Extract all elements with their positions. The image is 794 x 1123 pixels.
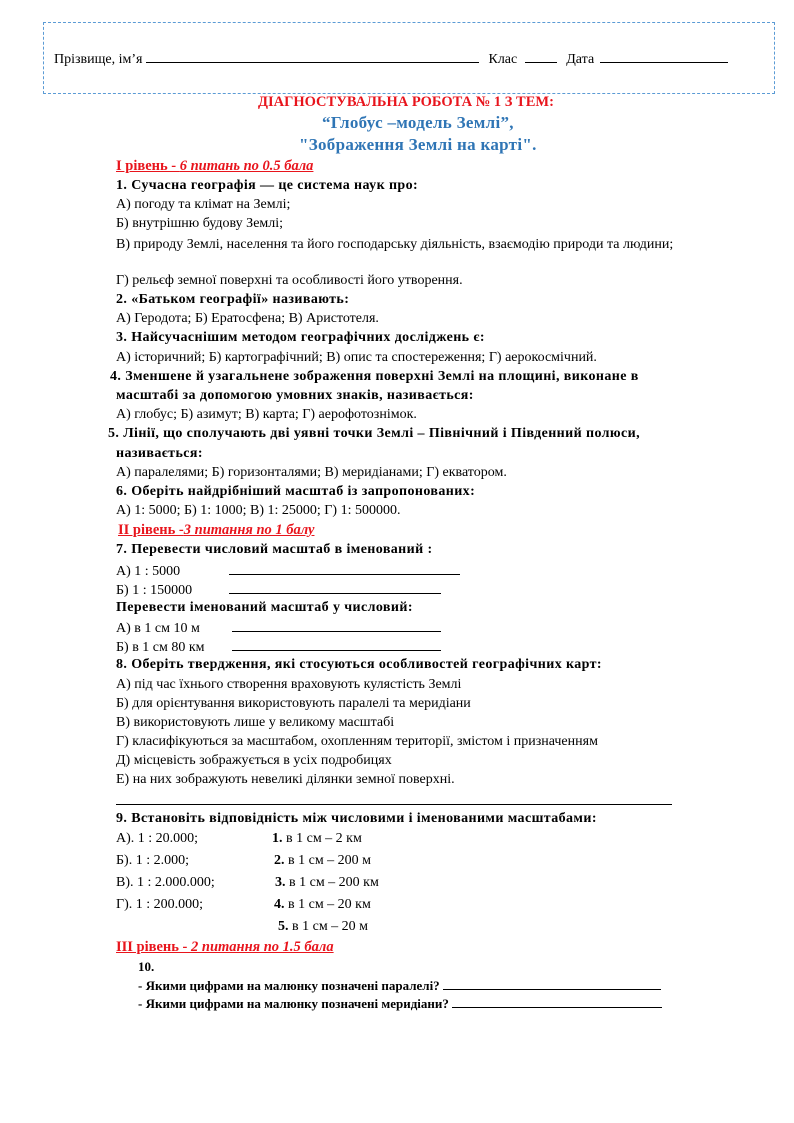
q8-answer-line[interactable]: [116, 804, 672, 805]
class-label: Клас: [488, 52, 518, 67]
date-field[interactable]: [600, 50, 728, 63]
q7-item-c-label: А) в 1 см 10 м: [116, 621, 200, 636]
q8-option-b: Б) для орієнтування використовують паралелі та меридіани: [116, 696, 471, 711]
level-1-note: 6 питань по 0.5 бала: [179, 158, 314, 174]
q5-question-line-1: 5. Лінії, що сполучають дві уявні точки Землі – Північний і Південний полюси,: [108, 426, 640, 441]
q9-right-3-text: в 1 см – 200 км: [285, 875, 379, 890]
q8-option-d: Г) класифікуються за масштабом, охопленням території, змістом і призначенням: [116, 734, 598, 749]
q9-left-a: А). 1 : 20.000;: [116, 831, 199, 846]
q7-item-a: [116, 562, 460, 580]
level-2-note: 3 питання по 1 балу: [183, 522, 315, 538]
topic-title-1: “Глобус –модель Землі”,: [322, 113, 514, 132]
q6-options: А) 1: 5000; Б) 1: 1000; В) 1: 25000; Г) 1: 500000.: [116, 503, 401, 518]
name-field[interactable]: [146, 50, 479, 63]
topic-title-2: "Зображення Землі на карті".: [299, 135, 537, 154]
q9-left-b: Б). 1 : 2.000;: [116, 853, 189, 868]
q9-right-2: [274, 853, 371, 869]
class-field[interactable]: [525, 50, 557, 63]
q1-option-d: Г) рельєф земної поверхні та особливості його утворення.: [116, 273, 463, 288]
q9-left-c: В). 1 : 2.000.000;: [116, 875, 215, 890]
q4-question-line-2: масштабі за допомогою умовних знаків, називається:: [116, 388, 474, 403]
q1-question: 1. Сучасна географія — це система наук про:: [116, 178, 419, 193]
q10-line-2: [138, 996, 662, 1012]
q4-options: А) глобус; Б) азимут; В) карта; Г) аерофотознімок.: [116, 407, 417, 422]
q7-question-2: Перевести іменований масштаб у числовий:: [116, 600, 413, 615]
q9-right-2-num: 2.: [274, 853, 285, 868]
q3-question: 3. Найсучаснішим методом географічних досліджень є:: [116, 330, 485, 345]
level-1-heading: [116, 158, 313, 175]
q8-option-e: Д) місцевість зображується в усіх подробицях: [116, 753, 392, 768]
q2-options: А) Геродота; Б) Ератосфена; В) Аристотеля.: [116, 311, 379, 326]
q9-right-4-text: в 1 см – 20 км: [284, 897, 371, 912]
level-3-label: ІІІ рівень -: [116, 939, 192, 955]
q9-right-4: [274, 897, 371, 913]
level-3-heading: [116, 939, 334, 956]
q7-item-d: [116, 638, 441, 656]
q9-question: 9. Встановіть відповідність між числовими і іменованими масштабами:: [116, 811, 597, 826]
q7-answer-b[interactable]: [229, 581, 441, 594]
q6-question: 6. Оберіть найдрібніший масштаб із запропонованих:: [116, 484, 476, 499]
q7-answer-d[interactable]: [232, 638, 441, 651]
q9-right-1-num: 1.: [272, 831, 283, 846]
q7-item-a-label: А) 1 : 5000: [116, 564, 181, 579]
q9-right-5: [278, 919, 368, 935]
q8-option-a: А) під час їхнього створення враховують кулястість Землі: [116, 677, 462, 692]
q10-answer-meridians[interactable]: [452, 997, 662, 1008]
q1-option-c: В) природу Землі, населення та його господарську діяльність, взаємодію природи та людини;: [116, 237, 674, 252]
q7-answer-a[interactable]: [229, 562, 460, 575]
q7-answer-c[interactable]: [232, 619, 441, 632]
q9-right-3: [275, 875, 379, 891]
name-label: Прізвище, ім’я: [54, 52, 143, 67]
q9-right-1: [272, 831, 362, 847]
q7-item-d-label: Б) в 1 см 80 км: [116, 640, 205, 655]
level-2-heading: [118, 522, 314, 539]
q10-answer-parallels[interactable]: [443, 979, 661, 990]
q2-question: 2. «Батьком географії» називають:: [116, 292, 350, 307]
date-label: Дата: [566, 52, 595, 67]
q9-right-2-text: в 1 см – 200 м: [284, 853, 372, 868]
q9-left-d: Г). 1 : 200.000;: [116, 897, 204, 912]
q7-item-c: [116, 619, 441, 637]
q3-options: А) історичний; Б) картографічний; В) опис та спостереження; Г) аерокосмічний.: [116, 350, 597, 365]
q9-right-3-num: 3.: [275, 875, 286, 890]
q7-item-b-label: Б) 1 : 150000: [116, 583, 193, 598]
level-1-label: І рівень -: [116, 158, 180, 174]
q9-right-5-num: 5.: [278, 919, 289, 934]
level-3-note: 2 питання по 1.5 бала: [191, 939, 334, 955]
level-2-label: ІІ рівень -: [118, 522, 184, 538]
q4-question-line-1: 4. Зменшене й узагальнене зображення поверхні Землі на площині, виконане в: [110, 369, 639, 384]
q5-options: А) паралелями; Б) горизонталями; В) меридіанами; Г) екватором.: [116, 465, 507, 480]
q10-question-meridians: - Якими цифрами на малюнку позначені меридіани?: [138, 996, 449, 1011]
q7-item-b: [116, 581, 441, 599]
q9-right-4-num: 4.: [274, 897, 285, 912]
q8-option-f: Е) на них зображують невеликі ділянки земної поверхні.: [116, 772, 455, 787]
q10-question-parallels: - Якими цифрами на малюнку позначені паралелі?: [138, 978, 440, 993]
q8-option-c: В) використовують лише у великому масштабі: [116, 715, 395, 730]
q8-question: 8. Оберіть твердження, які стосуються особливостей географічних карт:: [116, 657, 602, 672]
q10-line-1: [138, 978, 661, 994]
q7-question: 7. Перевести числовий масштаб в іменований :: [116, 542, 433, 557]
q9-right-5-text: в 1 см – 20 м: [288, 919, 369, 934]
q1-option-a: А) погоду та клімат на Землі;: [116, 197, 291, 212]
page-title: ДІАГНОСТУВАЛЬНА РОБОТА № 1 З ТЕМ:: [258, 94, 554, 110]
student-info-line: [54, 50, 728, 68]
q5-question-line-2: називається:: [116, 446, 203, 461]
q9-right-1-text: в 1 см – 2 км: [282, 831, 362, 846]
q10-number: 10.: [138, 959, 155, 974]
q1-option-b: Б) внутрішню будову Землі;: [116, 216, 284, 231]
